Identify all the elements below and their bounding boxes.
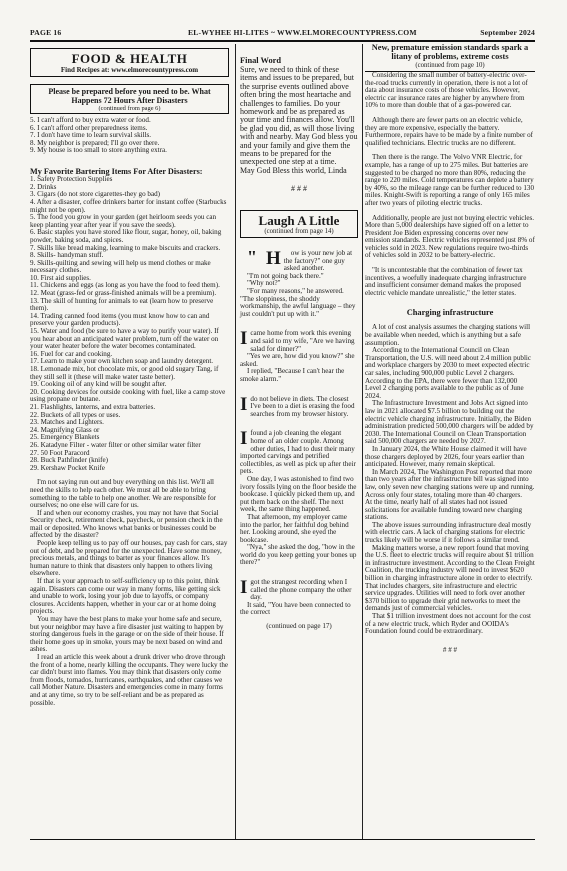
list-item: 22. Buckets of all types or uses.: [30, 410, 121, 419]
list-item: 2. Drinks: [30, 182, 57, 191]
final-word-heading: Final Word: [240, 56, 282, 65]
list-item: 7. I don't have time to learn survival skills.: [30, 131, 152, 140]
drop-cap: I: [240, 328, 248, 350]
final-word-signoff: May God Bless this world, Linda: [240, 165, 347, 175]
joke-text: got the strangest recording when I called the phone company the other day.: [250, 578, 352, 602]
prepared-article-header: [30, 84, 229, 114]
prepared-continued: (continued from page 6): [98, 105, 161, 112]
body-paragraph: In January 2024, the White House claimed it will have those chargers deployed by 2026, four years earlier than anticipated. However, many remain skeptical.: [365, 444, 527, 469]
joke-text: found a job cleaning the elegant home of an older couple. Among other duties, I had to dust their many imported carvings and petrified collectibles, as well as pick up after their pets.: [240, 429, 356, 476]
joke-text: do not believe in diets. The closest I've been to a diet is erasing the food searches from my browser history.: [250, 394, 355, 418]
list-item: 20. Cooking devices for outside cooking with fuel, like a camp stove using propane or butane.: [30, 387, 226, 404]
list-item: 9. My house is too small to store anything extra.: [30, 146, 167, 155]
joke: [240, 393, 358, 419]
joke-text: ow is your new job at the factory?" one guy asked another.: [283, 249, 353, 273]
joke-line: "Why not?": [247, 279, 281, 288]
joke-line: "Yes we are, how did you know?" she asked.: [240, 352, 355, 368]
joke: [240, 579, 358, 617]
final-word-text: Sure, we need to think of these items and issues to be prepared, but the surprise events outlined above often bring the most heartache and challenges to families. Do your homework and be as prepared as your time and finances allow. You'll be glad you did, as will those living with and nearby. May God bless you and your family and give them the means to be prepared for the unexpected one step at a time.: [240, 65, 358, 167]
list-item: 13. The skill of hunting for animals to eat (learn how to preserve them).: [30, 296, 214, 313]
list-item: 5. I can't afford to buy extra water or food.: [30, 116, 151, 124]
column-divider: [362, 44, 363, 839]
joke-line: "Nya," she asked the dog, "how in the world do you keep getting your bones up there?": [240, 543, 357, 567]
joke-line: "For many reasons," he answered. "The sloppiness, the shoddy workmanship, the awful language – they just couldn't put up with it.": [240, 287, 356, 318]
drop-cap: I: [240, 428, 248, 450]
prepared-list: [30, 117, 229, 155]
body-paragraph: The Infrastructure Investment and Jobs Act signed into law in 2021 allocated $7.5 billion to building out the electric vehicle charging infrastructure. Initially, the Biden administration predicted 500,000 chargers will be added by 2030. The International Council on Clean Transportation said 500,000 chargers are needed by 2027.: [365, 399, 534, 446]
body-paragraph: At the time, nearly half of all states had not issued solicitations for available funding toward new charging stations.: [365, 498, 523, 522]
list-item: 18. Lemonade mix, hot chocolate mix, or good old sugary Tang, if they still sell it (these will make water taste better).: [30, 365, 219, 381]
laugh-banner: [240, 210, 358, 238]
list-item: 14. Trading canned food items (you must know how to can and preserve your garden products).: [30, 311, 210, 328]
list-item: 10. First aid supplies.: [30, 273, 91, 282]
body-paragraph: Making matters worse, a new report found that moving the U.S. fleet to electric trucks will require about $1 trillion in infrastructure investment. According to the Clean Freight Coalition, the trucking industry will need to invest $620 billion in charging infrastructure alone in order to electrify. That includes chargers, site infrastructure and electric service upgrades. Utilities will need to fork over another $370 billion to upgrade their grid networks to meet the demands just of commercial vehicles.: [365, 543, 535, 613]
body-paragraph: A lot of cost analysis assumes the charging stations will be available when needed, which is anything but a safe assumption.: [365, 323, 531, 347]
list-item: 24. Magnifying Glass or: [30, 425, 100, 434]
list-item: 23. Matches and Lighters.: [30, 418, 104, 427]
list-item: 4. After a disaster, coffee drinkers barter for instant coffee (Starbucks might not be open).: [30, 197, 227, 214]
joke: [240, 330, 358, 383]
body-paragraph: In March 2024, The Washington Post reported that more than two years after the infrastructure bill was signed into law, only seven new charging stations were up and running. Across only four states, totaling more than 40 chargers.: [365, 467, 535, 499]
laugh-continued: (continued from page 14): [264, 227, 334, 235]
list-item: 17. Learn to make your own kitchen soap and laundry detergent.: [30, 357, 214, 366]
laugh-title: Laugh A Little: [258, 212, 340, 228]
body-paragraph: You may have the best plans to make your home safe and secure, but your neighbor may have a fire disaster just waiting to happen by storing dangerous fuels in the garage or on the side of their house. If their home goes up in smoke, yours may be next based on wind and ashes.: [30, 615, 224, 654]
prepared-body: [30, 479, 229, 707]
food-health-title: FOOD & HEALTH: [71, 51, 188, 66]
emission-header: [365, 44, 535, 72]
list-item: 1. Safety Protection Supplies: [30, 175, 113, 184]
emission-continued: (continued from page 10): [415, 61, 485, 69]
body-paragraph: If that is your approach to self-sufficiency up to this point, think again. Disasters can come our way in many forms, like getting sick and unable to work, losing your job due to layoffs, or company closures. Accidents happen, whether in your car or at home doing projects.: [30, 577, 221, 616]
joke-line: One day, I was astonished to find two ivory fossils lying on the floor beside the bookcase. I quickly picked them up, and put them back on the shelf. The next week, the same thing happened.: [240, 474, 357, 514]
joke-line: It said, "You have been connected to the correct: [240, 600, 351, 617]
list-item: 12. Meat (grass-fed or grass-finished animals will be a premium).: [30, 289, 217, 298]
end-mark: # # #: [291, 184, 307, 194]
joke-line: I replied, "Because I can't hear the smoke alarm.": [240, 367, 345, 383]
header-rule: [30, 40, 535, 42]
body-paragraph: People keep telling us to pay off our houses, pay cash for cars, stay out of debt, and be prepared for the unexpected. Have some money, precious metals, and things to barter as your finances allow. It's human nature to think that disasters only happen to others living elsewhere.: [30, 539, 228, 578]
list-item: 28. Buck Pathfinder (knife): [30, 456, 109, 465]
joke: " H ow is your new job at the factory?" one guy asked another. "I'm not going back there." "Why not?" "For many reasons," he answered. "The sloppiness, the shoddy workmanship, the awful language – they just couldn't put up with it.": [240, 250, 358, 318]
body-paragraph: I read an article this week about a drunk driver who drove through the front of a home, nearly killing the occupants. They were lucky the car didn't burst into flames. You may think that disasters only come from floods, tornados, hurricanes, earthquakes, and other causes we call Mother Nature. Disasters and emergencies come in many forms and at any time, so try to be self-reliant and be as prepared as possible.: [30, 652, 229, 707]
list-item: 15. Water and food (be sure to have a way to purify your water). If you hear about an anticipated water problem, turn off the water on your water heater before the water becomes contaminated.: [30, 327, 219, 351]
body-paragraph: I'm not saying run out and buy everything on this list. We'll all need the skills to help each other. We must all be able to bring something to the table to help one another. We are responsible for ourselves; no one else will care for us.: [30, 478, 217, 510]
list-item: 8. Skills- handyman stuff.: [30, 251, 104, 260]
bottom-rule: [30, 839, 535, 840]
list-item: 25. Emergency Blankets: [30, 433, 100, 442]
list-item: 26. Katadyne Filter - water filter or other similar water filter: [30, 440, 201, 449]
body-paragraph: The above issues surrounding infrastructure deal mostly with electric cars. A lack of charging stations for electric trucks likely will be worse if it follows a similar trend.: [365, 520, 532, 545]
column-divider: [235, 44, 236, 839]
body-paragraph: "It is uncontestable that the combination of fewer tax incentives, a woefully inadequate charging infrastructure and insufficient consumer demand makes the proposed electric vehicle mandate unrealistic," the letter states.: [365, 266, 527, 297]
continued-note: (continued on page 17): [266, 622, 332, 631]
body-paragraph: According to the International Council on Clean Transportation, the U.S. will need about 2.4 million public and workplace chargers by 2030 to meet expected electric car sales, including 900,000 public Level 2 chargers. According to the EPA, there were fewer than 132,000 Level 2 charging ports available to the public as of June 2024.: [365, 346, 532, 400]
list-item: 29. Kershaw Pocket Knife: [30, 463, 105, 472]
list-item: 16. Fuel for car and cooking.: [30, 349, 113, 358]
body-paragraph: Then there is the range. The Volvo VNR Electric, for example, has a range of up to 275 miles. But batteries are suggested to be charged no more than 80%, reducing the range to 220 miles. Cold temperatures can deplete a battery by 40%, so the mileage range can be further reduced to 130 miles. Knight-Swift is reporting a range of only 165 miles after two years of piloting electric trucks.: [365, 153, 535, 207]
food-health-banner: [30, 48, 229, 77]
body-paragraph: Additionally, people are just not buying electric vehicles. More than 5,000 dealerships have signed off on a letter to President Joe Biden expressing concerns over new emission standards. Electric vehicles represented just 8% of vehicles sold in 2023. New regulations require two-thirds of vehicles sold in 2032 to be battery-electric.: [365, 213, 535, 260]
paper-title: EL-WYHEE HI-LITES ~ WWW.ELMORECOUNTYPRESS.COM: [188, 28, 417, 37]
joke-line: That afternoon, my employer came into the parlor, her faithful dog behind her. Looking around, she eyed the bookcase.: [240, 512, 349, 544]
joke-text: came home from work this evening and said to my wife, "Are we having salad for dinner?": [250, 329, 355, 353]
list-item: 6. I can't afford other preparedness items.: [30, 123, 148, 132]
drop-cap: I: [240, 393, 248, 415]
list-item: 19. Cooking oil of any kind will be sought after.: [30, 380, 167, 389]
joke-line: "I'm not going back there.": [247, 271, 324, 280]
joke: [240, 430, 358, 567]
list-item: 8. My neighbor is prepared; I'll go over there.: [30, 138, 160, 147]
list-item: 21. Flashlights, lanterns, and extra batteries.: [30, 402, 156, 411]
list-item: 11. Chickens and eggs (as long as you have the food to feed them).: [30, 281, 220, 290]
drop-cap: I: [240, 577, 248, 599]
body-paragraph: Although there are fewer parts on an electric vehicle, they are more expensive, especially the battery. Furthermore, repairs have to be made by a finite number of qualified technicians. Electric trucks are no different.: [365, 115, 534, 147]
list-item: 27. 50 Foot Paracord: [30, 448, 90, 457]
column-food-health: [30, 48, 229, 707]
body-paragraph: If and when our economy crashes, you may not have that Social Security check, retirement check, paycheck, or pension check in the mail or deposited. Who knows what banks or businesses could be affected by the disaster?: [30, 508, 223, 540]
issue-date: September 2024: [480, 28, 535, 37]
list-item: 7. Skills like bread making, learning to make biscuits and crackers.: [30, 243, 221, 252]
page-number: PAGE 16: [30, 28, 62, 37]
barter-heading: My Favorite Bartering Items For After Disasters:: [30, 166, 203, 176]
list-item: 3. Cigars (do not store cigarettes-they go bad): [30, 190, 161, 199]
emission-title: New, premature emission standards spark a litany of problems, extreme costs: [371, 43, 529, 61]
list-item: 5. The food you grow in your garden (get heirloom seeds you can keep planting year after year if you save the seeds).: [30, 213, 217, 229]
barter-list: [30, 176, 229, 472]
list-item: 6. Basic staples you have stored like flour, sugar, honey, oil, baking powder, baking soda, and spices.: [30, 228, 222, 244]
column-emission: [365, 44, 535, 654]
body-paragraph: That $1 trillion investment does not account for the cost of a new electric truck, which Ryder and OOIDA's Foundation found could be extraordinary.: [365, 612, 531, 636]
body-paragraph: Considering the small number of battery-electric over-the-road trucks currently in operation, there is not a lot of data about insurance costs of those vehicles. However, electric car insurance rates are higher by anywhere from 10% to more than double that of a gas-powered car.: [365, 71, 528, 110]
charging-heading: Charging infrastructure: [406, 308, 494, 318]
list-item: 9. Skills-quilting and sewing will help us mend clothes or make necessary clothes.: [30, 258, 211, 275]
drop-cap: H: [266, 248, 281, 270]
food-health-subtitle: Find Recipes at: www.elmorecountypress.com: [60, 66, 199, 74]
column-final-word-laugh: [240, 56, 358, 631]
end-mark: # # #: [442, 645, 458, 654]
prepared-title: Please be prepared before you need to be. What Happens 72 Hours After Disasters: [48, 87, 211, 105]
